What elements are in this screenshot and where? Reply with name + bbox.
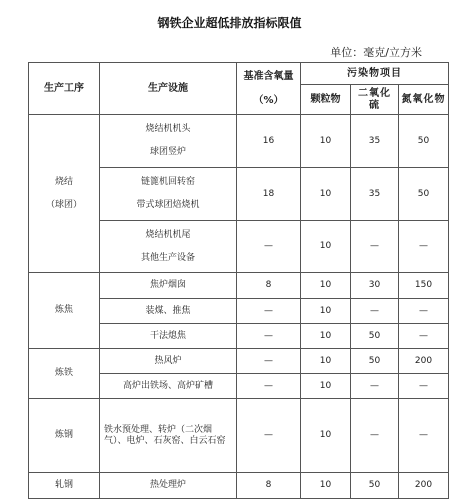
- emission-limits-table: [28, 62, 449, 499]
- oxygen-cell: —: [237, 399, 301, 473]
- nox-cell: 50: [399, 115, 449, 168]
- so2-cell: 35: [351, 115, 399, 168]
- so2-cell: 30: [351, 273, 399, 299]
- nox-cell: —: [399, 221, 449, 273]
- equipment-cell: [100, 221, 237, 273]
- table-row: [29, 399, 449, 473]
- table-row: [29, 273, 449, 299]
- particulate-cell: 10: [301, 349, 351, 374]
- so2-cell: —: [351, 221, 399, 273]
- process-name: 烧结: [54, 176, 73, 187]
- nox-cell: —: [399, 299, 449, 324]
- particulate-cell: 10: [301, 324, 351, 349]
- header-particulate: 颗粒物: [301, 85, 351, 115]
- oxygen-cell: 18: [237, 168, 301, 221]
- so2-cell: —: [351, 299, 399, 324]
- nox-cell: 200: [399, 349, 449, 374]
- header-nox: 氮氧化物: [399, 85, 449, 115]
- equipment-cell: 高炉出铁场、高炉矿槽: [100, 374, 237, 399]
- header-pollutants: 污染物项目: [301, 63, 449, 85]
- unit-label: 单位：毫克/立方米: [330, 46, 422, 59]
- equipment-cell: 铁水预处理、转炉（二次烟气）、电炉、石灰窑、白云石窑: [100, 399, 237, 473]
- process-cell-sintering: [29, 115, 100, 273]
- equipment-cell: 热风炉: [100, 349, 237, 374]
- equipment-line: 烧结机机头: [145, 124, 191, 135]
- nox-cell: —: [399, 374, 449, 399]
- equipment-cell: 热处理炉: [100, 473, 237, 499]
- equipment-line: 球团竖炉: [149, 147, 186, 157]
- process-cell-ironmaking: 炼铁: [29, 349, 100, 399]
- particulate-cell: 10: [301, 168, 351, 221]
- particulate-cell: 10: [301, 374, 351, 399]
- so2-cell: 50: [351, 473, 399, 499]
- table-row: [29, 349, 449, 374]
- so2-cell: 50: [351, 324, 399, 349]
- oxygen-cell: —: [237, 324, 301, 349]
- nox-cell: 200: [399, 473, 449, 499]
- particulate-cell: 10: [301, 473, 351, 499]
- equipment-cell: [100, 115, 237, 168]
- nox-cell: —: [399, 399, 449, 473]
- particulate-cell: 10: [301, 399, 351, 473]
- equipment-line: 烧结机机尾: [145, 229, 191, 240]
- oxygen-cell: —: [237, 221, 301, 273]
- oxygen-cell: —: [237, 299, 301, 324]
- process-cell-steelmaking: 炼钢: [29, 399, 100, 473]
- oxygen-cell: —: [237, 374, 301, 399]
- equipment-line: 其他生产设备: [140, 252, 195, 263]
- header-process: 生产工序: [29, 63, 100, 115]
- particulate-cell: 10: [301, 299, 351, 324]
- header-row-1: [29, 63, 449, 85]
- equipment-cell: 焦炉烟囱: [100, 273, 237, 299]
- oxygen-cell: 8: [237, 473, 301, 499]
- equipment-line: 带式球团焙烧机: [136, 200, 200, 210]
- so2-cell: 50: [351, 349, 399, 374]
- particulate-cell: 10: [301, 115, 351, 168]
- so2-cell: 35: [351, 168, 399, 221]
- document-title: 钢铁企业超低排放指标限值: [157, 16, 302, 30]
- equipment-cell: 干法熄焦: [100, 324, 237, 349]
- table-row: [29, 473, 449, 499]
- equipment-cell: [100, 168, 237, 221]
- so2-cell: —: [351, 399, 399, 473]
- header-so2: 二氧化硫: [351, 85, 399, 115]
- so2-cell: —: [351, 374, 399, 399]
- process-subname: （球团）: [45, 199, 82, 210]
- nox-cell: —: [399, 324, 449, 349]
- oxygen-cell: —: [237, 349, 301, 374]
- particulate-cell: 10: [301, 221, 351, 273]
- nox-cell: 150: [399, 273, 449, 299]
- equipment-line: 链篦机回转窑: [140, 177, 195, 188]
- oxygen-cell: 8: [237, 273, 301, 299]
- header-oxygen-line1: 基准含氧量: [243, 70, 294, 82]
- oxygen-cell: 16: [237, 115, 301, 168]
- process-cell-rolling: 轧钢: [29, 473, 100, 499]
- equipment-cell: 装煤、推焦: [100, 299, 237, 324]
- header-equipment: 生产设施: [100, 63, 237, 115]
- process-cell-coking: 炼焦: [29, 273, 100, 349]
- nox-cell: 50: [399, 168, 449, 221]
- header-oxygen: [237, 63, 301, 115]
- header-oxygen-line2: （%）: [253, 94, 284, 106]
- table-row: [29, 115, 449, 168]
- particulate-cell: 10: [301, 273, 351, 299]
